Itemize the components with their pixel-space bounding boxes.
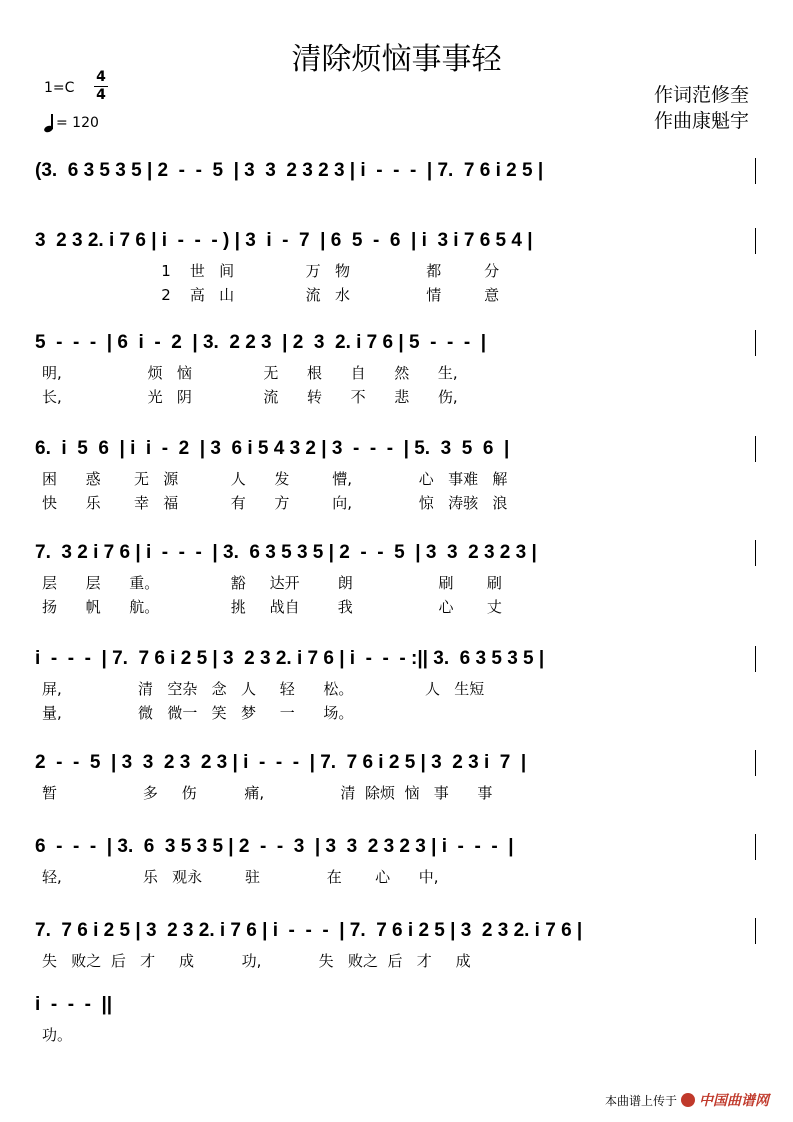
- notation-line: i - - - | 7. 7 6 i 2 5 | 3 2 3 2. i 7 6 | i - - - :|| 3. 6 3 5 3 5 |: [35, 646, 756, 672]
- notation-line: 3 2 3 2. i 7 6 | i - - - ) | 3 i - 7 | 6 5 - 6 | i 3 i 7 6 5 4 |: [35, 228, 756, 254]
- notation-line: 7. 3 2 i 7 6 | i - - - | 3. 6 3 5 3 5 | 2 - - 5 | 3 3 2 3 2 3 |: [35, 540, 756, 566]
- song-title: 清除烦恼事事轻: [291, 42, 502, 77]
- notation-line: (3. 6 3 5 3 5 | 2 - - 5 | 3 3 2 3 2 3 | i - - - | 7. 7 6 i 2 5 |: [35, 158, 756, 184]
- upload-footer: [605, 1090, 769, 1110]
- notation-line: 5 - - - | 6 i - 2 | 3. 2 2 3 | 2 3 2. i 7 6 | 5 - - - |: [35, 330, 756, 356]
- time-signature: [92, 70, 110, 103]
- notation-line: 6 - - - | 3. 6 3 5 3 5 | 2 - - 3 | 3 3 2 3 2 3 | i - - - |: [35, 834, 756, 860]
- notation-line: 2 - - 5 | 3 3 2 3 2 3 | i - - - | 7. 7 6 i 2 5 | 3 2 3 i 7 |: [35, 750, 756, 776]
- lyric-line-verse-1: 1 世 间 万 物 都 分: [42, 262, 500, 280]
- site-brand[interactable]: 中国曲谱网: [699, 1093, 769, 1109]
- notation-line: i - - - ||: [35, 994, 113, 1015]
- circle-logo-icon: [681, 1093, 695, 1107]
- lyric-line-verse-2: 快 乐 幸 福 有 方 向, 惊 涛骇 浪: [42, 494, 508, 512]
- lyric-line-verse-1: 明, 烦 恼 无 根 自 然 生,: [42, 364, 458, 382]
- notation-line: 7. 7 6 i 2 5 | 3 2 3 2. i 7 6 | i - - - | 7. 7 6 i 2 5 | 3 2 3 2. i 7 6 |: [35, 918, 756, 944]
- upload-text: 本曲谱上传于: [604, 1093, 677, 1108]
- lyric-line-verse-1: 失 败之 后 才 成 功, 失 败之 后 才 成: [42, 952, 471, 970]
- lyric-line-verse-1: 轻, 乐 观永 驻 在 心 中,: [42, 868, 439, 886]
- lyric-line-verse-2: 扬 帆 航。 挑 战自 我 心 丈: [42, 598, 502, 616]
- key-signature: 1=C: [44, 80, 75, 96]
- time-numerator: 4: [96, 69, 106, 85]
- time-denominator: 4: [96, 87, 106, 103]
- lyric-line-verse-1: 层 层 重。 豁 达开 朗 刷 刷: [42, 574, 502, 592]
- lyric-line-verse-1: 功。: [42, 1026, 73, 1044]
- notation-line: 6. i 5 6 | i i - 2 | 3 6 i 5 4 3 2 | 3 - - - | 5. 3 5 6 |: [35, 436, 756, 462]
- lyric-line-verse-1: 屏, 清 空杂 念 人 轻 松。 人 生短: [42, 680, 485, 698]
- composer: 作曲康魁宇: [653, 110, 749, 132]
- lyric-line-verse-1: 暂 多 伤 痛, 清 除烦 恼 事 事: [42, 784, 493, 802]
- lyric-line-verse-2: 量, 微 微一 笑 梦 一 场。: [42, 704, 354, 722]
- lyric-line-verse-2: 长, 光 阴 流 转 不 悲 伤,: [42, 388, 458, 406]
- quarter-note-icon: [44, 114, 54, 132]
- lyric-line-verse-1: 困 惑 无 源 人 发 懵, 心 事难 解: [42, 470, 508, 488]
- tempo-value: = 120: [56, 115, 99, 131]
- credits: [654, 82, 749, 134]
- tempo-marking: [44, 114, 99, 132]
- lyric-line-verse-2: 2 高 山 流 水 情 意: [42, 286, 500, 304]
- lyricist: 作词范修奎: [653, 84, 749, 106]
